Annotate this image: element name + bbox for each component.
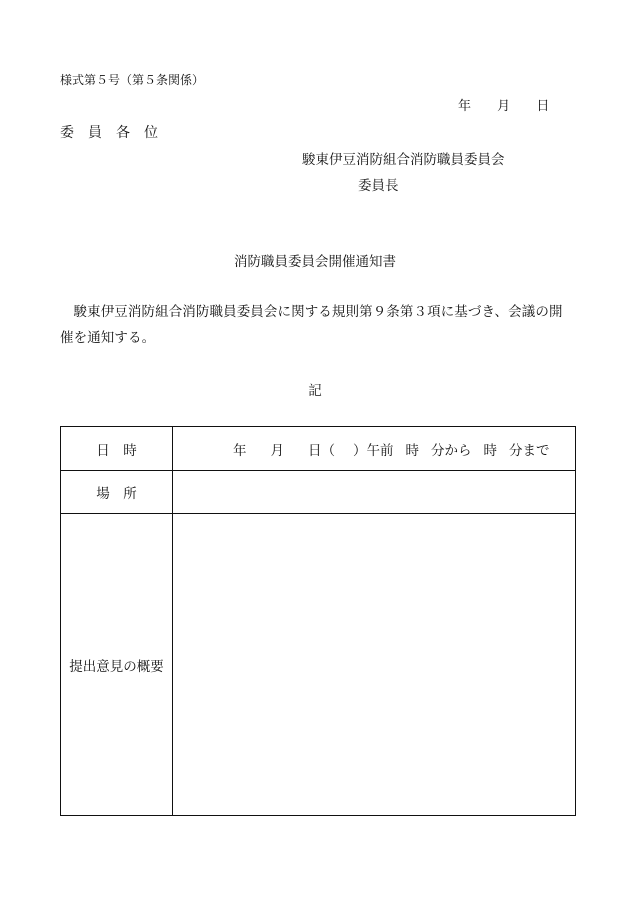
- summary-label: 提出意見の概要: [61, 514, 173, 815]
- place-label: 場 所: [61, 471, 173, 513]
- document-title: 消防職員委員会開催通知書: [234, 254, 396, 270]
- addressee: 委員各位: [60, 125, 172, 141]
- sender-organization: 駿東伊豆消防組合消防職員委員会: [302, 152, 505, 168]
- details-table: [60, 426, 576, 816]
- dt-hour-2: 時: [483, 442, 497, 459]
- dt-until: 分まで: [509, 442, 550, 459]
- date-year: 年: [458, 99, 472, 114]
- datetime-value: [173, 427, 575, 470]
- table-row-place: [61, 471, 575, 514]
- sender-title: 委員長: [358, 178, 399, 194]
- dt-hour: 時: [405, 442, 419, 459]
- dt-from: 分から: [431, 442, 472, 459]
- body-text: 駿東伊豆消防組合消防職員委員会に関する規則第９条第３項に基づき、会議の開催を通知する。: [60, 304, 563, 346]
- dt-month: 月: [270, 442, 284, 459]
- place-value: [173, 471, 575, 513]
- table-row-summary: [61, 514, 575, 815]
- dt-year: 年: [233, 442, 247, 459]
- summary-value: [173, 514, 575, 815]
- date-line: [458, 95, 549, 114]
- table-row-datetime: [61, 427, 575, 471]
- date-day: 日: [536, 99, 550, 114]
- dt-am: ）午前: [353, 442, 394, 459]
- ki-marker: 記: [308, 383, 322, 399]
- datetime-label: 日 時: [61, 427, 173, 470]
- dt-day: 日（: [308, 442, 335, 459]
- form-number: 様式第５号（第５条関係）: [60, 73, 205, 87]
- date-month: 月: [497, 99, 511, 114]
